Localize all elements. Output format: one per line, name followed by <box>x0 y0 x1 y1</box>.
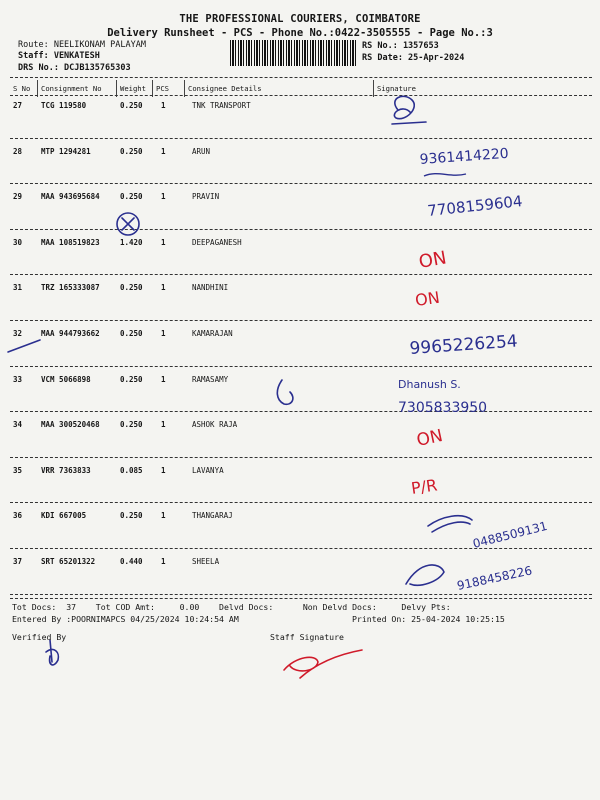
col-sno: S No <box>13 84 31 93</box>
row-consignee: ASHOK RAJA <box>192 420 238 429</box>
col-consignee: Consignee Details <box>188 84 262 93</box>
printed-on: Printed On: 25-04-2024 10:25:15 <box>352 614 505 624</box>
row-sno: 36 <box>13 511 23 520</box>
signature-scribble-row37 <box>406 565 444 585</box>
row-weight: 0.250 <box>120 511 143 520</box>
row-consignment-no: KDI 667005 <box>41 511 87 520</box>
row-consignee: KAMARAJAN <box>192 329 233 338</box>
row-consignee: SHEELA <box>192 557 220 566</box>
row-weight: 0.250 <box>120 147 143 156</box>
row-consignee: ARUN <box>192 147 211 156</box>
row-consignment-no: MAA 300520468 <box>41 420 100 429</box>
company-name: THE PROFESSIONAL COURIERS, COIMBATORE <box>179 13 421 25</box>
col-signature: Signature <box>377 84 416 93</box>
row-pcs: 1 <box>161 238 166 247</box>
pen-mark-row33 <box>277 380 293 404</box>
col-weight: Weight <box>120 84 146 93</box>
row-consignee: TNK TRANSPORT <box>192 101 251 110</box>
rs-date: RS Date: 25-Apr-2024 <box>362 53 465 63</box>
row-pcs: 1 <box>161 557 166 566</box>
row-sno: 34 <box>13 420 23 429</box>
row-weight: 0.250 <box>120 192 143 201</box>
handwritten-row33-phone: 7305833950 <box>398 400 488 416</box>
row-weight: 0.250 <box>120 375 143 384</box>
handwritten-row31: ON <box>413 287 441 310</box>
handwritten-row29: 7708159604 <box>426 192 524 220</box>
staff-signature-scribble <box>284 650 362 678</box>
row-sno: 29 <box>13 192 23 201</box>
row-weight: 0.440 <box>120 557 143 566</box>
handwritten-row30: ON <box>417 247 449 273</box>
row-sno: 30 <box>13 238 23 247</box>
row-consignee: DEEPAGANESH <box>192 238 242 247</box>
runsheet-subtitle: Delivery Runsheet - PCS - Phone No.:0422-3505555 - Page No.:3 <box>107 27 493 39</box>
row-consignment-no: MAA 108519823 <box>41 238 100 247</box>
rs-number: RS No.: 1357653 <box>362 41 439 51</box>
row-sno: 27 <box>13 101 23 110</box>
row-pcs: 1 <box>161 375 166 384</box>
row-pcs: 1 <box>161 283 166 292</box>
row-consignee: LAVANYA <box>192 466 224 475</box>
row-sno: 35 <box>13 466 23 475</box>
col-pcs: PCS <box>156 84 169 93</box>
route-label: Route: NEELIKONAM PALAYAM <box>18 40 146 50</box>
row-sno: 37 <box>13 557 23 566</box>
row-sno: 28 <box>13 147 23 156</box>
handwritten-row34: ON <box>414 425 445 451</box>
row-pcs: 1 <box>161 329 166 338</box>
col-consignment: Consignment No <box>41 84 102 93</box>
handwritten-row35: P/R <box>409 475 439 498</box>
row-sno: 32 <box>13 329 23 338</box>
handwritten-row36: 0488509131 <box>471 518 549 551</box>
row-weight: 0.250 <box>120 283 143 292</box>
staff-label: Staff: VENKATESH <box>18 51 100 61</box>
signature-scribble-row27 <box>392 96 426 124</box>
row-sno: 33 <box>13 375 23 384</box>
footer-top-rule <box>10 598 592 599</box>
row-sno: 31 <box>13 283 23 292</box>
totals-line: Tot Docs: 37 Tot COD Amt: 0.00 Delvd Docs: Non Delvd Docs: Delvy Pts: <box>12 602 451 612</box>
handwritten-row32: 9965226254 <box>408 331 519 359</box>
verified-by-label: Verified By <box>12 632 67 642</box>
row-consignment-no: SRT 65201322 <box>41 557 96 566</box>
verified-scribble <box>46 640 58 665</box>
row-consignment-no: VCM 5066898 <box>41 375 91 384</box>
staff-signature-label: Staff Signature <box>270 632 344 642</box>
handwritten-row37: 9188458226 <box>455 563 534 593</box>
row-weight: 1.420 <box>120 238 143 247</box>
row-weight: 0.250 <box>120 329 143 338</box>
row-pcs: 1 <box>161 466 166 475</box>
row-weight: 0.250 <box>120 101 143 110</box>
row-consignment-no: MAA 943695684 <box>41 192 100 201</box>
row-pcs: 1 <box>161 147 166 156</box>
row-consignment-no: MTP 1294281 <box>41 147 91 156</box>
handwritten-row28: 9361414220 <box>419 145 510 168</box>
row-consignment-no: TCG 119580 <box>41 101 87 110</box>
row-consignee: PRAVIN <box>192 192 220 201</box>
entered-by: Entered By :POORNIMAPCS 04/25/2024 10:24:54 AM <box>12 614 239 624</box>
row-pcs: 1 <box>161 192 166 201</box>
row-consignment-no: TRZ 165333087 <box>41 283 100 292</box>
signature-scribble-row36 <box>428 516 472 532</box>
drs-number: DRS No.: DCJB135765303 <box>18 63 131 73</box>
pen-tick-mark <box>8 340 40 352</box>
row-consignee: NANDHINI <box>192 283 229 292</box>
row-pcs: 1 <box>161 511 166 520</box>
row-consignment-no: VRR 7363833 <box>41 466 91 475</box>
row-pcs: 1 <box>161 101 166 110</box>
row-weight: 0.085 <box>120 466 143 475</box>
row-pcs: 1 <box>161 420 166 429</box>
handwritten-row33-name: Dhanush S. <box>398 378 461 391</box>
row-consignment-no: MAA 944793662 <box>41 329 100 338</box>
row-consignee: RAMASAMY <box>192 375 229 384</box>
row-weight: 0.250 <box>120 420 143 429</box>
row-consignee: THANGARAJ <box>192 511 233 520</box>
